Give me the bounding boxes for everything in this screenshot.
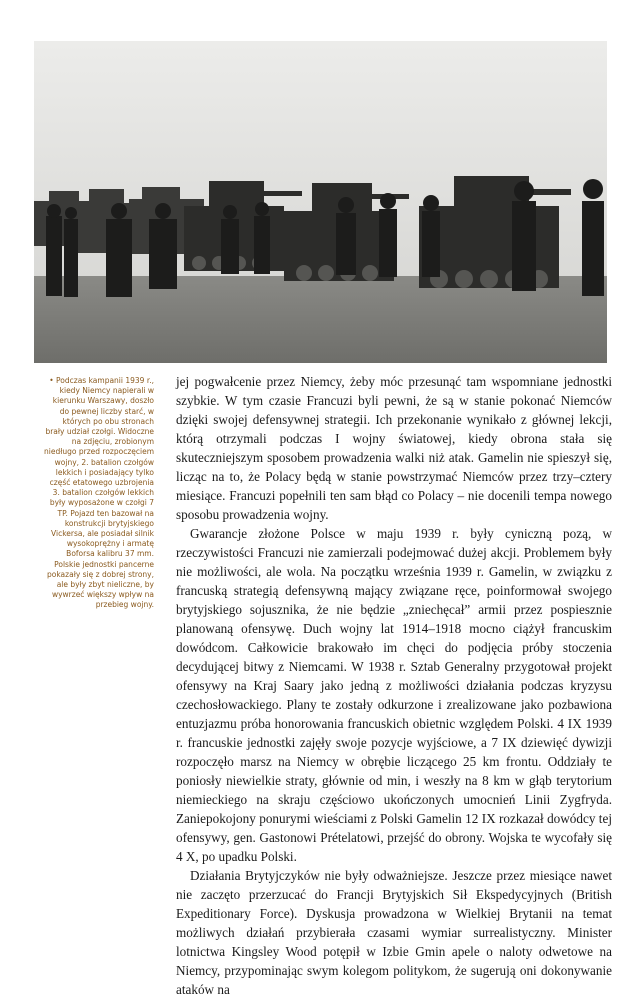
article-paragraph: Działania Brytyjczyków nie były odważniejsze. Jeszcze przez miesiące nawet nie zaczęto przerzucać do Francji Brytyjskich Sił Ekspedycyjnych (British Expeditionary Force). Dyskusja prowadzona w Wielkiej Brytanii na temat możliwych działań przybierała czasami wymiar surrealistyczny. Minister lotnictwa Kingsley Wood potępił w Izbie Gmin apele o naloty odwetowe na Niemcy, przypominając swym kolegom politykom, że sugerują oni dokonywanie ataków na [176, 868, 612, 997]
tank-column-photo [34, 41, 607, 363]
article-paragraph: jej pogwałcenie przez Niemcy, żeby móc przesunąć tam wspomniane jednostki szybkie. W tym czasie Francuzi byli pewni, że są w stanie pokonać Niemców dzięki swojej defensywnej strategii. Ich przekonanie wynikało z głównej lekcji, którą otrzymali podczas I wojny światowej, kiedy obrona stała się skuteczniejszym sposobem prowadzenia walki niż atak. Gamelin nie spieszył się, licząc na to, że Polacy będą w stanie powstrzymać Niemców przez trzy–cztery miesiące. Francuzi popełnili ten sam błąd co Polacy – nie docenili tempa nowego sposobu prowadzenia wojny. [176, 374, 612, 522]
photo-illustration [34, 41, 607, 363]
article-paragraph: Gwarancje złożone Polsce w maju 1939 r. były cyniczną pozą, w rzeczywistości Francuzi nie zamierzali podejmować dużej akcji. Problemem były nie możliwości, ale wola. Na początku września 1939 r. Gamelin, w związku z francuską strategią defensywną mający związane ręce, poinformował swojego brytyjskiego sojusznika, że nie będzie „zniechęcał” armii przez pospiesznie planowaną ofensywę. Duch wojny lat 1914–1918 mocno ciążył francuskim dowódcom. Całkowicie brakowało im chęci do podjęcia próby stoczenia decydującej bitwy z Niemcami. W 1938 r. Sztab Generalny przygotował projekt ofensywy na Kraj Saary jako jedną z możliwości działania podczas kryzysu czechosłowackiego. Plany te zostały odkurzone i zrealizowane jako pozbawiona entuzjazmu próba honorowania francuskich obietnic względem Polski. 4 IX 1939 r. francuskie jednostki zajęły swoje pozycje wyjściowe, a 7 IX dziewięć dywizji rozpoczęło marsz na Niemcy w obrębie liczącego 25 km frontu. Oddziały te poniosły niewielkie straty, głównie od min, i weszły na 8 km w głąb terytorium niemieckiego na skraju częściowo ukończonych umocnień Linii Zygfryda. Zaniepokojony ponurymi wieściami z Polski Gamelin 12 IX rozkazał dowódcy tej ofensywy, gen. Gastonowi Prételatowi, przejść do obrony. Wojska te wycofały się 4 X, po upadku Polski. [176, 526, 612, 864]
photo-caption: • Podczas kampanii 1939 r., kiedy Niemcy napierali w kierunku Warszawy, doszło do pewnej liczby starć, w których po obu stronach brały udział czołgi. Widoczne na zdjęciu, zrobionym niedługo przed rozpoczęciem wojny, 2. batalion czołgów lekkich i posiadający tylko część etatowego uzbrojenia 3. batalion czołgów lekkich były wyposażone w czołgi 7 TP. Pojazd ten bazował na konstrukcji brytyjskiego Vickersa, ale posiadał silnik wysokoprężny i armatę Boforsa kalibru 37 mm. Polskie jednostki pancerne pokazały się z dobrej strony, ale były zbyt nieliczne, by wywrzeć większy wpływ na przebieg wojny. [44, 376, 154, 610]
article-body [176, 372, 612, 999]
